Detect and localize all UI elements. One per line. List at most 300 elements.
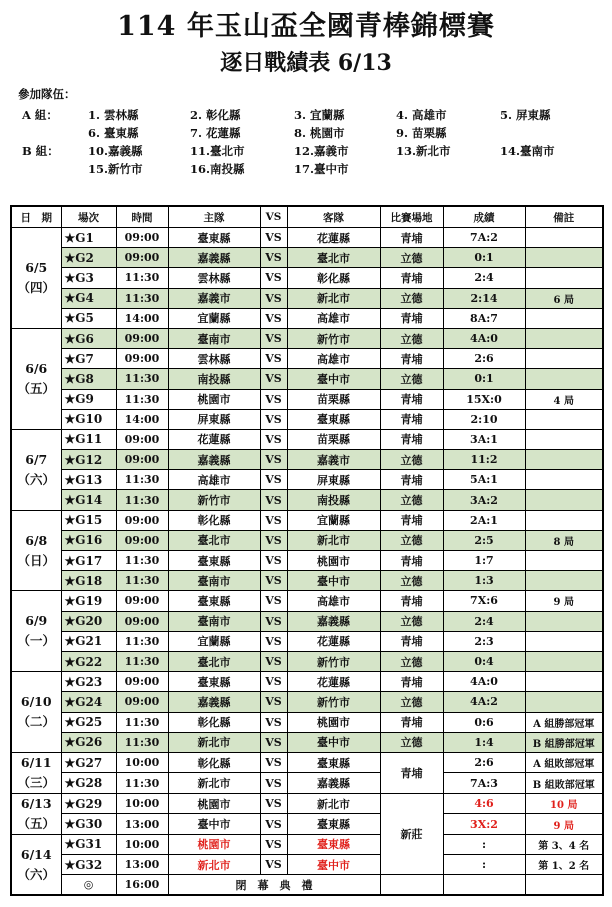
game-time: 11:30 <box>116 551 168 571</box>
vs-label: VS <box>260 429 287 449</box>
table-row <box>11 631 603 651</box>
closing-empty <box>525 875 603 896</box>
game-time: 14:00 <box>116 409 168 429</box>
venue: 青埔 <box>380 308 443 328</box>
away-team: 南投縣 <box>287 490 380 510</box>
venue: 立德 <box>380 248 443 268</box>
venue: 青埔 <box>380 752 443 793</box>
team-item: 11.臺北市 <box>190 144 245 158</box>
game-time: 10:00 <box>116 834 168 854</box>
score: 3X:2 <box>443 814 525 835</box>
vs-label: VS <box>260 611 287 631</box>
score: 1:3 <box>443 571 525 591</box>
note <box>525 510 603 530</box>
away-team: 臺中市 <box>287 369 380 389</box>
day-weekday: （五） <box>17 380 55 396</box>
game-time: 11:30 <box>116 651 168 671</box>
home-team: 嘉義縣 <box>168 248 260 268</box>
team-item: 2. 彰化縣 <box>190 108 241 122</box>
game-time: 11:30 <box>116 288 168 308</box>
vs-label: VS <box>260 712 287 732</box>
game-number: ★G25 <box>61 712 116 732</box>
closing-empty <box>443 875 525 896</box>
score: 7A:3 <box>443 773 525 794</box>
venue: 立德 <box>380 369 443 389</box>
away-team: 屏東縣 <box>287 470 380 490</box>
away-team: 臺東縣 <box>287 834 380 854</box>
home-team: 桃園市 <box>168 834 260 854</box>
vs-label: VS <box>260 692 287 712</box>
table-row <box>11 248 603 268</box>
vs-label: VS <box>260 651 287 671</box>
table-row <box>11 855 603 875</box>
page-subtitle: 逐日戰績表 6/13 <box>220 50 392 76</box>
game-time: 11:30 <box>116 389 168 409</box>
home-team: 宜蘭縣 <box>168 631 260 651</box>
game-time: 13:00 <box>116 814 168 835</box>
home-team: 臺北市 <box>168 530 260 550</box>
game-time: 09:00 <box>116 510 168 530</box>
note: 10 局 <box>525 793 603 814</box>
vs-label: VS <box>260 308 287 328</box>
venue: 立德 <box>380 328 443 348</box>
table-row <box>11 834 603 854</box>
score: 2A:1 <box>443 510 525 530</box>
venue: 青埔 <box>380 591 443 611</box>
header-date: 日 期 <box>11 206 61 228</box>
day-cell <box>11 328 61 429</box>
game-time: 11:30 <box>116 369 168 389</box>
venue: 青埔 <box>380 551 443 571</box>
home-team: 嘉義市 <box>168 288 260 308</box>
vs-label: VS <box>260 470 287 490</box>
home-team: 臺東縣 <box>168 551 260 571</box>
table-row <box>11 712 603 732</box>
table-row <box>11 530 603 550</box>
day-weekday: （五） <box>17 815 55 831</box>
home-team: 臺北市 <box>168 651 260 671</box>
day-cell <box>11 228 61 329</box>
day-date: 6/5 <box>25 259 48 275</box>
score: 3A:2 <box>443 490 525 510</box>
vs-label: VS <box>260 793 287 814</box>
team-item: 15.新竹市 <box>88 162 143 176</box>
note: B 組敗部冠軍 <box>525 773 603 794</box>
score: 1:7 <box>443 551 525 571</box>
game-number: ★G7 <box>61 349 116 369</box>
note: 6 局 <box>525 288 603 308</box>
away-team: 花蓮縣 <box>287 228 380 248</box>
header-away: 客隊 <box>287 206 380 228</box>
away-team: 彰化縣 <box>287 268 380 288</box>
game-number: ★G4 <box>61 288 116 308</box>
note <box>525 551 603 571</box>
note <box>525 571 603 591</box>
vs-label: VS <box>260 672 287 692</box>
venue: 青埔 <box>380 228 443 248</box>
score: 4A:0 <box>443 328 525 348</box>
venue: 青埔 <box>380 470 443 490</box>
vs-label: VS <box>260 450 287 470</box>
game-time: 09:00 <box>116 672 168 692</box>
table-row <box>11 793 603 814</box>
table-row <box>11 672 603 692</box>
score: 1:4 <box>443 732 525 752</box>
game-number: ★G11 <box>61 429 116 449</box>
table-row <box>11 369 603 389</box>
table-row <box>11 752 603 773</box>
away-team: 嘉義市 <box>287 450 380 470</box>
note <box>525 308 603 328</box>
game-time: 09:00 <box>116 328 168 348</box>
game-number: ★G9 <box>61 389 116 409</box>
home-team: 新竹市 <box>168 490 260 510</box>
table-row <box>11 470 603 490</box>
team-item: 13.新北市 <box>396 144 451 158</box>
header-score: 成績 <box>443 206 525 228</box>
home-team: 臺中市 <box>168 814 260 835</box>
day-cell <box>11 793 61 834</box>
away-team: 宜蘭縣 <box>287 510 380 530</box>
vs-label: VS <box>260 328 287 348</box>
table-row <box>11 732 603 752</box>
game-number: ★G6 <box>61 328 116 348</box>
venue: 青埔 <box>380 672 443 692</box>
away-team: 高雄市 <box>287 308 380 328</box>
game-number: ★G17 <box>61 551 116 571</box>
home-team: 新北市 <box>168 855 260 875</box>
game-time: 09:00 <box>116 692 168 712</box>
away-team: 嘉義縣 <box>287 611 380 631</box>
home-team: 臺南市 <box>168 611 260 631</box>
table-row <box>11 450 603 470</box>
venue: 青埔 <box>380 510 443 530</box>
note <box>525 429 603 449</box>
game-time: 09:00 <box>116 248 168 268</box>
venue: 立德 <box>380 651 443 671</box>
day-weekday: （四） <box>17 279 55 295</box>
table-row <box>11 268 603 288</box>
game-time: 09:00 <box>116 429 168 449</box>
game-number: ★G5 <box>61 308 116 328</box>
away-team: 花蓮縣 <box>287 631 380 651</box>
table-row <box>11 692 603 712</box>
day-cell <box>11 672 61 753</box>
note <box>525 409 603 429</box>
game-time: 09:00 <box>116 611 168 631</box>
home-team: 雲林縣 <box>168 268 260 288</box>
vs-label: VS <box>260 268 287 288</box>
note: 第 3、4 名 <box>525 834 603 854</box>
vs-label: VS <box>260 389 287 409</box>
game-number: ★G24 <box>61 692 116 712</box>
away-team: 臺東縣 <box>287 752 380 773</box>
page-title: 114 年玉山盃全國青棒錦標賽 <box>117 11 495 42</box>
home-team: 彰化縣 <box>168 712 260 732</box>
vs-label: VS <box>260 752 287 773</box>
note <box>525 450 603 470</box>
note: 4 局 <box>525 389 603 409</box>
note <box>525 692 603 712</box>
away-team: 苗栗縣 <box>287 389 380 409</box>
table-row <box>11 591 603 611</box>
away-team: 臺中市 <box>287 855 380 875</box>
team-item: 9. 苗栗縣 <box>396 126 447 140</box>
game-time: 11:30 <box>116 712 168 732</box>
results-body <box>11 228 603 896</box>
closing-text: 閉 幕 典 禮 <box>168 875 380 896</box>
note <box>525 349 603 369</box>
day-cell <box>11 510 61 591</box>
score: 8A:7 <box>443 308 525 328</box>
away-team: 臺北市 <box>287 248 380 268</box>
score: : <box>443 855 525 875</box>
game-time: 11:30 <box>116 268 168 288</box>
day-date: 6/8 <box>25 532 48 548</box>
day-weekday: （六） <box>17 866 55 882</box>
game-number: ★G31 <box>61 834 116 854</box>
vs-label: VS <box>260 369 287 389</box>
away-team: 臺中市 <box>287 732 380 752</box>
vs-label: VS <box>260 855 287 875</box>
table-row <box>11 308 603 328</box>
game-time: 09:00 <box>116 450 168 470</box>
score: 2:5 <box>443 530 525 550</box>
venue: 青埔 <box>380 268 443 288</box>
note: A 組敗部冠軍 <box>525 752 603 773</box>
table-row <box>11 349 603 369</box>
day-cell <box>11 752 61 793</box>
away-team: 新北市 <box>287 288 380 308</box>
game-number: ★G22 <box>61 651 116 671</box>
day-cell <box>11 429 61 510</box>
score: 0:4 <box>443 651 525 671</box>
score: 4A:2 <box>443 692 525 712</box>
table-row <box>11 288 603 308</box>
day-date: 6/11 <box>20 754 52 770</box>
away-team: 桃園市 <box>287 712 380 732</box>
score: 5A:1 <box>443 470 525 490</box>
vs-label: VS <box>260 551 287 571</box>
game-number: ★G12 <box>61 450 116 470</box>
away-team: 花蓮縣 <box>287 672 380 692</box>
table-row <box>11 429 603 449</box>
game-number: ★G28 <box>61 773 116 794</box>
table-row <box>11 551 603 571</box>
home-team: 臺南市 <box>168 571 260 591</box>
closing-symbol: ◎ <box>61 875 116 896</box>
table-row <box>11 409 603 429</box>
game-time: 11:30 <box>116 470 168 490</box>
day-cell <box>11 591 61 672</box>
venue: 青埔 <box>380 389 443 409</box>
home-team: 桃園市 <box>168 793 260 814</box>
team-item: 5. 屏東縣 <box>500 108 551 122</box>
team-item: 14.臺南市 <box>500 144 555 158</box>
day-date: 6/9 <box>25 613 48 629</box>
game-time: 11:30 <box>116 773 168 794</box>
score: 3A:1 <box>443 429 525 449</box>
team-item: 17.臺中市 <box>294 162 349 176</box>
header-vs: VS <box>260 206 287 228</box>
vs-label: VS <box>260 834 287 854</box>
score: 4:6 <box>443 793 525 814</box>
game-number: ★G15 <box>61 510 116 530</box>
note: 第 1、2 名 <box>525 855 603 875</box>
score: : <box>443 834 525 854</box>
team-item: 3. 宜蘭縣 <box>294 108 345 122</box>
game-number: ★G2 <box>61 248 116 268</box>
game-time: 09:00 <box>116 530 168 550</box>
venue: 立德 <box>380 692 443 712</box>
vs-label: VS <box>260 530 287 550</box>
game-time: 13:00 <box>116 855 168 875</box>
vs-label: VS <box>260 288 287 308</box>
venue: 立德 <box>380 732 443 752</box>
game-time: 14:00 <box>116 308 168 328</box>
venue: 青埔 <box>380 631 443 651</box>
note: A 組勝部冠軍 <box>525 712 603 732</box>
score: 7A:2 <box>443 228 525 248</box>
teams-label: 參加隊伍： <box>18 87 76 101</box>
game-number: ★G30 <box>61 814 116 835</box>
team-item: 12.嘉義市 <box>294 144 349 158</box>
home-team: 花蓮縣 <box>168 429 260 449</box>
away-team: 高雄市 <box>287 349 380 369</box>
note <box>525 228 603 248</box>
venue: 青埔 <box>380 349 443 369</box>
header-game: 場次 <box>61 206 116 228</box>
game-number: ★G8 <box>61 369 116 389</box>
away-team: 臺東縣 <box>287 409 380 429</box>
game-time: 10:00 <box>116 752 168 773</box>
vs-label: VS <box>260 732 287 752</box>
day-weekday: （三） <box>17 774 55 790</box>
table-row <box>11 389 603 409</box>
venue: 立德 <box>380 490 443 510</box>
team-item: 6. 臺東縣 <box>88 126 139 140</box>
game-number: ★G29 <box>61 793 116 814</box>
game-number: ★G26 <box>61 732 116 752</box>
table-row <box>11 814 603 835</box>
table-row <box>11 510 603 530</box>
away-team: 新北市 <box>287 530 380 550</box>
score: 2:10 <box>443 409 525 429</box>
score: 2:3 <box>443 631 525 651</box>
team-item: 8. 桃園市 <box>294 126 345 140</box>
game-number: ★G19 <box>61 591 116 611</box>
game-time: 09:00 <box>116 349 168 369</box>
closing-row <box>11 875 603 896</box>
game-number: ★G3 <box>61 268 116 288</box>
day-date: 6/10 <box>20 694 52 709</box>
home-team: 屏東縣 <box>168 409 260 429</box>
away-team: 高雄市 <box>287 591 380 611</box>
home-team: 臺南市 <box>168 328 260 348</box>
away-team: 新竹市 <box>287 651 380 671</box>
score: 0:1 <box>443 369 525 389</box>
home-team: 臺東縣 <box>168 591 260 611</box>
game-number: ★G18 <box>61 571 116 591</box>
note <box>525 369 603 389</box>
vs-label: VS <box>260 814 287 835</box>
note <box>525 651 603 671</box>
game-time: 10:00 <box>116 793 168 814</box>
vs-label: VS <box>260 631 287 651</box>
note: 9 局 <box>525 591 603 611</box>
game-number: ★G1 <box>61 228 116 248</box>
game-number: ★G13 <box>61 470 116 490</box>
score: 15X:0 <box>443 389 525 409</box>
away-team: 新北市 <box>287 793 380 814</box>
vs-label: VS <box>260 490 287 510</box>
table-row <box>11 228 603 248</box>
away-team: 嘉義縣 <box>287 773 380 794</box>
note <box>525 328 603 348</box>
day-date: 6/7 <box>25 451 48 467</box>
venue: 立德 <box>380 288 443 308</box>
home-team: 桃園市 <box>168 389 260 409</box>
home-team: 雲林縣 <box>168 349 260 369</box>
vs-label: VS <box>260 349 287 369</box>
team-item: 7. 花蓮縣 <box>190 126 241 140</box>
game-number: ★G10 <box>61 409 116 429</box>
score: 11:2 <box>443 450 525 470</box>
game-time: 11:30 <box>116 631 168 651</box>
closing-time: 16:00 <box>116 875 168 896</box>
vs-label: VS <box>260 409 287 429</box>
home-team: 宜蘭縣 <box>168 308 260 328</box>
vs-label: VS <box>260 248 287 268</box>
away-team: 新竹市 <box>287 328 380 348</box>
note <box>525 490 603 510</box>
game-number: ★G14 <box>61 490 116 510</box>
results-table <box>10 205 604 896</box>
venue: 青埔 <box>380 429 443 449</box>
score: 2:4 <box>443 268 525 288</box>
game-time: 09:00 <box>116 591 168 611</box>
vs-label: VS <box>260 571 287 591</box>
note <box>525 268 603 288</box>
day-weekday: （日） <box>17 552 55 568</box>
score: 2:4 <box>443 611 525 631</box>
team-item: 1. 雲林縣 <box>88 108 139 122</box>
game-time: 11:30 <box>116 571 168 591</box>
team-item: 10.嘉義縣 <box>88 144 143 158</box>
day-date: 6/6 <box>25 360 48 376</box>
home-team: 彰化縣 <box>168 752 260 773</box>
game-number: ★G32 <box>61 855 116 875</box>
note <box>525 672 603 692</box>
header-time: 時間 <box>116 206 168 228</box>
score: 2:6 <box>443 752 525 773</box>
game-number: ★G20 <box>61 611 116 631</box>
score: 2:14 <box>443 288 525 308</box>
venue: 新莊 <box>380 793 443 874</box>
note: B 組勝部冠軍 <box>525 732 603 752</box>
day-cell <box>11 834 61 895</box>
participating-teams <box>18 86 608 186</box>
day-date: 6/14 <box>20 846 52 862</box>
venue: 青埔 <box>380 712 443 732</box>
game-time: 11:30 <box>116 490 168 510</box>
score: 0:6 <box>443 712 525 732</box>
header-note: 備註 <box>525 206 603 228</box>
note <box>525 248 603 268</box>
day-weekday: （一） <box>17 633 55 649</box>
venue: 立德 <box>380 530 443 550</box>
note: 8 局 <box>525 530 603 550</box>
